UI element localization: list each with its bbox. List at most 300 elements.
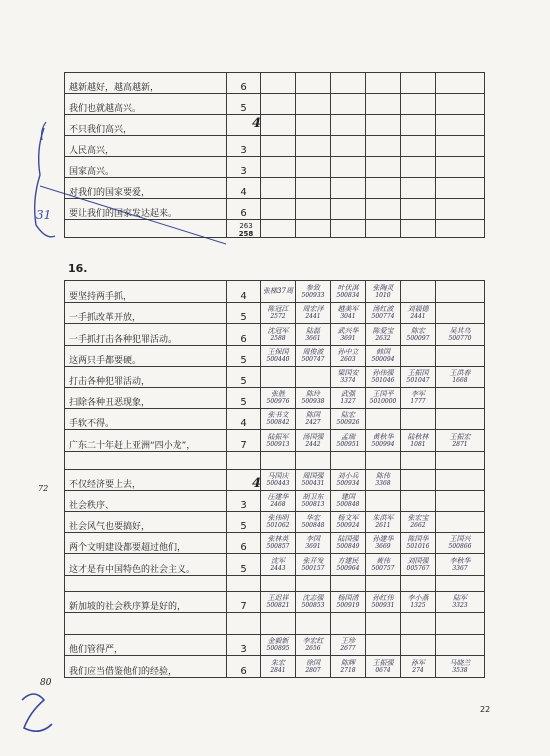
handwritten-name: 孙红伟 (372, 594, 394, 602)
handwritten-code: 1777 (410, 398, 426, 405)
table-row (65, 512, 485, 533)
table-row (65, 367, 485, 388)
handwritten-name: 沈志强 (302, 594, 324, 602)
handwritten-cell (366, 303, 401, 324)
handwritten-cell (296, 635, 331, 656)
empty-cell (296, 178, 331, 199)
handwritten-name: 沈冠军 (267, 326, 289, 335)
handwritten-code: 500834 (336, 291, 360, 299)
handwritten-cell (296, 303, 331, 324)
row-text: 新加坡的社会秩序算是好的， (65, 592, 227, 613)
handwritten-name: 张开发 (302, 556, 324, 565)
handwritten-code: 2443 (270, 564, 286, 572)
handwritten-cell (436, 491, 485, 512)
handwritten-code: 3669 (375, 543, 391, 550)
handwritten-code: 500157 (301, 564, 325, 572)
handwritten-name: 黄伟 (376, 556, 390, 565)
handwritten-name: 张梯37周 (263, 287, 293, 295)
table-section2 (64, 280, 485, 678)
handwritten-code: 500813 (301, 501, 325, 508)
handwritten-name: 陈冠江 (267, 305, 289, 313)
handwritten-name: 李宏红 (302, 637, 324, 645)
handwritten-code: 500976 (266, 398, 290, 405)
handwritten-cell (401, 592, 436, 613)
handwritten-cell (366, 324, 401, 346)
handwritten-cell (296, 592, 331, 613)
table-row (65, 303, 485, 324)
empty-cell (366, 157, 401, 178)
empty-cell (261, 199, 296, 220)
row-text: 社会秩序、 (65, 491, 227, 512)
handwritten-name: 参致 (306, 283, 320, 292)
handwritten-cell (366, 656, 401, 678)
total-row (65, 220, 485, 238)
empty-cell (331, 94, 366, 115)
handwritten-cell (366, 613, 401, 635)
row-number: 5 (227, 94, 261, 115)
handwritten-name: 徐国 (306, 658, 320, 667)
handwritten-code: 500094 (371, 356, 395, 363)
handwritten-name: 刘小兵 (337, 472, 359, 480)
handwritten-name: 陈辉 (341, 658, 355, 667)
row-text: 我们也就越高兴。 (65, 94, 227, 115)
row-text (65, 613, 227, 635)
handwritten-name: 陆振军 (267, 432, 289, 441)
handwritten-name: 李小燕 (407, 594, 429, 602)
handwritten-code: 500853 (301, 602, 325, 609)
handwritten-cell (331, 491, 366, 512)
row-text: 一手抓改革开放， (65, 303, 227, 324)
handwritten-name: 陈玲 (306, 390, 320, 398)
handwritten-code: 501062 (266, 522, 290, 529)
handwritten-name: 周宏泽 (302, 305, 324, 313)
handwritten-cell (331, 592, 366, 613)
handwritten-cell (331, 409, 366, 430)
table-row (65, 430, 485, 452)
handwritten-cell (366, 409, 401, 430)
handwritten-code: 500933 (301, 291, 325, 299)
handwritten-cell (261, 554, 296, 576)
row-text: 要让我们的国家发达起来。 (65, 199, 227, 220)
handwritten-code: 500913 (266, 440, 290, 448)
row-number: 5 (227, 346, 261, 367)
handwritten-code: 500926 (336, 419, 360, 426)
handwritten-cell (296, 554, 331, 576)
handwritten-code: 2468 (270, 501, 286, 508)
handwritten-cell (331, 533, 366, 554)
handwritten-name: 陆国强 (337, 535, 359, 543)
handwritten-name: 越美军 (337, 305, 359, 313)
row-number: 7 (227, 430, 261, 452)
handwritten-name: 陆军 (453, 594, 467, 602)
handwritten-code: 2841 (270, 666, 286, 674)
handwritten-code: 2603 (340, 356, 356, 363)
handwritten-cell (331, 576, 366, 592)
row-number (227, 452, 261, 470)
handwritten-cell (436, 324, 485, 346)
handwritten-cell (261, 470, 296, 491)
handwritten-code: 2656 (305, 645, 321, 652)
handwritten-name: 朱宏 (271, 658, 285, 667)
handwritten-code: 500443 (266, 480, 290, 487)
handwritten-cell (436, 303, 485, 324)
row-text (65, 452, 227, 470)
empty-cell (436, 199, 485, 220)
handwritten-name: 陆磊 (306, 326, 320, 335)
handwritten-cell (261, 613, 296, 635)
handwritten-name: 李国 (306, 535, 320, 543)
handwritten-code: 2807 (305, 666, 321, 674)
empty-cell (401, 199, 436, 220)
handwritten-cell (331, 635, 366, 656)
handwritten-name: 陆宏 (341, 411, 355, 419)
row-text (65, 576, 227, 592)
handwritten-code: 500934 (336, 480, 360, 487)
handwritten-name: 沈军 (271, 556, 285, 565)
handwritten-code: 2588 (270, 334, 286, 342)
table-row (65, 178, 485, 199)
handwritten-code: 500440 (266, 356, 290, 363)
handwritten-name: 王振强 (372, 658, 394, 667)
handwritten-cell (401, 367, 436, 388)
handwritten-cell (296, 533, 331, 554)
handwritten-name: 张陶灵 (372, 283, 394, 292)
table-row (65, 157, 485, 178)
row-number: 5 (227, 303, 261, 324)
table-row (65, 94, 485, 115)
handwritten-code: 5010000 (369, 398, 397, 405)
handwritten-code: 501047 (406, 377, 430, 384)
table-row (65, 73, 485, 94)
handwritten-cell (331, 324, 366, 346)
handwritten-cell (331, 430, 366, 452)
empty-cell (331, 136, 366, 157)
handwritten-code: 3323 (452, 602, 468, 609)
handwritten-cell (261, 324, 296, 346)
empty-cell (366, 136, 401, 157)
handwritten-cell (296, 452, 331, 470)
handwritten-cell (366, 592, 401, 613)
handwritten-cell (401, 656, 436, 678)
row-number: 6 (227, 656, 261, 678)
handwritten-cell (401, 346, 436, 367)
table-row (65, 409, 485, 430)
handwritten-cell (366, 388, 401, 409)
handwritten-name: 黄秋华 (372, 432, 394, 441)
row-text: 我们应当借鉴他们的经验， (65, 656, 227, 678)
empty-cell (296, 115, 331, 136)
handwritten-cell (401, 281, 436, 303)
handwritten-code: 500774 (371, 313, 395, 320)
handwritten-name: 王洪春 (449, 369, 471, 377)
handwritten-cell (436, 388, 485, 409)
handwritten-cell (401, 554, 436, 576)
handwritten-cell (401, 533, 436, 554)
handwritten-name: 建国 (341, 493, 355, 501)
empty-cell (331, 178, 366, 199)
row-number: 4 (227, 409, 261, 430)
handwritten-code: 500821 (266, 602, 290, 609)
table-row (65, 656, 485, 678)
handwritten-name: 孙军 (411, 658, 425, 667)
empty-cell (401, 220, 436, 238)
handwritten-code: 3374 (340, 377, 356, 384)
row-mark-2: 4 (252, 476, 262, 491)
empty-cell (436, 178, 485, 199)
handwritten-cell (366, 367, 401, 388)
handwritten-name: 陈爱宝 (372, 326, 394, 335)
empty-cell (261, 115, 296, 136)
empty-cell (296, 94, 331, 115)
table-row (65, 281, 485, 303)
handwritten-name: 汤国强 (302, 432, 324, 441)
handwritten-code: 3041 (340, 313, 356, 320)
empty-cell (261, 157, 296, 178)
handwritten-cell (331, 613, 366, 635)
handwritten-code: 2677 (340, 645, 356, 652)
empty-cell (401, 115, 436, 136)
row-text: 扫除各种丑恶现象， (65, 388, 227, 409)
row-text: 手软不得。 (65, 409, 227, 430)
row-text: 广东二十年赶上亚洲“四小龙”， (65, 430, 227, 452)
empty-cell (366, 94, 401, 115)
table-row (65, 613, 485, 635)
handwritten-code: 501046 (371, 377, 395, 384)
handwritten-code: 3691 (340, 334, 356, 342)
bottom-scribble (22, 694, 52, 731)
handwritten-code: 500431 (301, 480, 325, 487)
handwritten-name: 孙伟强 (372, 369, 394, 377)
handwritten-cell (296, 656, 331, 678)
handwritten-cell (401, 512, 436, 533)
handwritten-code: 274 (412, 666, 424, 674)
handwritten-code: 2662 (410, 522, 426, 529)
handwritten-name: 张伟明 (267, 514, 289, 522)
handwritten-name: 陈宏 (411, 326, 425, 335)
handwritten-name: 李秋华 (449, 556, 471, 565)
handwritten-cell (331, 656, 366, 678)
handwritten-cell (261, 452, 296, 470)
empty-cell (401, 157, 436, 178)
handwritten-cell (366, 346, 401, 367)
handwritten-cell (261, 512, 296, 533)
handwritten-code: 500895 (266, 645, 290, 652)
handwritten-cell (436, 592, 485, 613)
handwritten-cell (331, 303, 366, 324)
handwritten-cell (261, 303, 296, 324)
table-row (65, 592, 485, 613)
handwritten-cell (401, 324, 436, 346)
handwritten-name: 周俊波 (302, 348, 324, 356)
handwritten-cell (296, 346, 331, 367)
margin-number: 31 (36, 208, 52, 222)
handwritten-name: 张林英 (267, 535, 289, 543)
empty-cell (401, 94, 436, 115)
row-text: 这两只手都要硬。 (65, 346, 227, 367)
handwritten-cell (436, 554, 485, 576)
handwritten-code: 500938 (301, 398, 325, 405)
handwritten-code: 2718 (340, 666, 356, 674)
handwritten-cell (436, 576, 485, 592)
handwritten-code: 500770 (448, 334, 472, 342)
table-row (65, 554, 485, 576)
handwritten-code: 500848 (336, 501, 360, 508)
handwritten-cell (331, 554, 366, 576)
empty-cell (436, 220, 485, 238)
handwritten-code: 500924 (336, 522, 360, 529)
handwritten-cell (261, 430, 296, 452)
handwritten-name: 吴其乌 (449, 326, 471, 335)
handwritten-name: 马晓兰 (449, 658, 471, 667)
handwritten-code: 3368 (375, 480, 391, 487)
table-section1 (64, 72, 485, 238)
handwritten-code: 2611 (375, 522, 391, 529)
handwritten-cell (436, 635, 485, 656)
handwritten-cell (436, 281, 485, 303)
empty-cell (261, 220, 296, 238)
handwritten-cell (261, 592, 296, 613)
handwritten-name: 王保国 (267, 348, 289, 356)
handwritten-name: 华宏 (306, 514, 320, 522)
empty-cell (366, 115, 401, 136)
empty-cell (261, 136, 296, 157)
handwritten-name: 孙中立 (337, 348, 359, 356)
empty-cell (296, 157, 331, 178)
handwritten-cell (366, 635, 401, 656)
handwritten-name: 陈伟 (376, 472, 390, 480)
handwritten-cell (401, 388, 436, 409)
handwritten-name: 孟瑞 (341, 432, 355, 441)
handwritten-cell (401, 303, 436, 324)
margin-curve (42, 122, 47, 140)
table-row (65, 452, 485, 470)
row-text: 打击各种犯罪活动， (65, 367, 227, 388)
handwritten-code: 0674 (375, 666, 391, 674)
handwritten-code: 1010 (375, 291, 391, 299)
handwritten-cell (366, 576, 401, 592)
handwritten-code: 500994 (371, 440, 395, 448)
handwritten-code: 1327 (340, 398, 356, 405)
handwritten-code: 500747 (301, 356, 325, 363)
handwritten-name: 武兴华 (337, 326, 359, 335)
handwritten-cell (296, 281, 331, 303)
row-number: 7 (227, 592, 261, 613)
handwritten-code: 1081 (410, 440, 426, 448)
handwritten-cell (331, 346, 366, 367)
handwritten-cell (366, 512, 401, 533)
handwritten-cell (331, 388, 366, 409)
row-number: 5 (227, 554, 261, 576)
handwritten-cell (261, 281, 296, 303)
empty-cell (366, 220, 401, 238)
handwritten-cell (296, 512, 331, 533)
empty-cell (261, 178, 296, 199)
empty-cell (436, 157, 485, 178)
handwritten-code: 1325 (410, 602, 426, 609)
handwritten-code: 2442 (305, 440, 321, 448)
row-text: 不只我们高兴， (65, 115, 227, 136)
row-text: 两个文明建设都要超过他们， (65, 533, 227, 554)
handwritten-name: 王振宏 (449, 432, 471, 441)
row-number: 3 (227, 157, 261, 178)
table-row (65, 470, 485, 491)
handwritten-name: 杨国清 (337, 594, 359, 602)
handwritten-cell (401, 409, 436, 430)
handwritten-name: 王国平 (372, 390, 394, 398)
table-row (65, 115, 485, 136)
handwritten-code: 500849 (336, 543, 360, 550)
empty-cell (296, 136, 331, 157)
page-number: 22 (480, 705, 491, 714)
handwritten-cell (331, 281, 366, 303)
handwritten-cell (331, 367, 366, 388)
handwritten-cell (261, 409, 296, 430)
handwritten-cell (436, 409, 485, 430)
empty-cell (436, 115, 485, 136)
handwritten-cell (296, 491, 331, 512)
handwritten-cell (296, 409, 331, 430)
handwritten-name: 陈国 (306, 411, 320, 419)
table-row (65, 576, 485, 592)
handwritten-name: 胡卫东 (302, 493, 324, 501)
handwritten-cell (331, 470, 366, 491)
handwritten-name: 王迟祥 (267, 594, 289, 602)
handwritten-cell (366, 470, 401, 491)
handwritten-code: 2572 (270, 313, 286, 320)
row-mark: 4 (252, 116, 262, 131)
handwritten-cell (296, 613, 331, 635)
handwritten-cell (366, 533, 401, 554)
section-heading: 16. (68, 262, 88, 275)
handwritten-name: 张胜 (271, 390, 285, 398)
handwritten-cell (366, 554, 401, 576)
empty-cell (261, 94, 296, 115)
handwritten-code: 500951 (336, 440, 360, 448)
handwritten-name: 武强 (341, 390, 355, 398)
handwritten-code: 501016 (406, 543, 430, 550)
row-text: 人民高兴， (65, 136, 227, 157)
table-row (65, 136, 485, 157)
table-row (65, 346, 485, 367)
handwritten-cell (436, 346, 485, 367)
handwritten-name: 朱洪军 (372, 514, 394, 522)
handwritten-cell (331, 512, 366, 533)
handwritten-cell (401, 430, 436, 452)
handwritten-name: 梁国安 (337, 369, 359, 377)
row-number: 3 (227, 491, 261, 512)
handwritten-cell (401, 470, 436, 491)
margin-number-80: 80 (40, 678, 52, 688)
empty-cell (296, 199, 331, 220)
handwritten-cell (331, 452, 366, 470)
handwritten-cell (401, 613, 436, 635)
handwritten-cell (261, 346, 296, 367)
handwritten-name: 周国强 (302, 472, 324, 480)
handwritten-cell (366, 491, 401, 512)
row-text: 不仅经济要上去， (65, 470, 227, 491)
handwritten-cell (261, 635, 296, 656)
handwritten-cell (296, 388, 331, 409)
row-number (227, 613, 261, 635)
table-row (65, 388, 485, 409)
row-number: 3 (227, 635, 261, 656)
handwritten-cell (401, 635, 436, 656)
handwritten-code: 500866 (448, 543, 472, 550)
empty-cell (366, 73, 401, 94)
empty-cell (366, 199, 401, 220)
handwritten-code: 500919 (336, 602, 360, 609)
row-text: 国家高兴。 (65, 157, 227, 178)
